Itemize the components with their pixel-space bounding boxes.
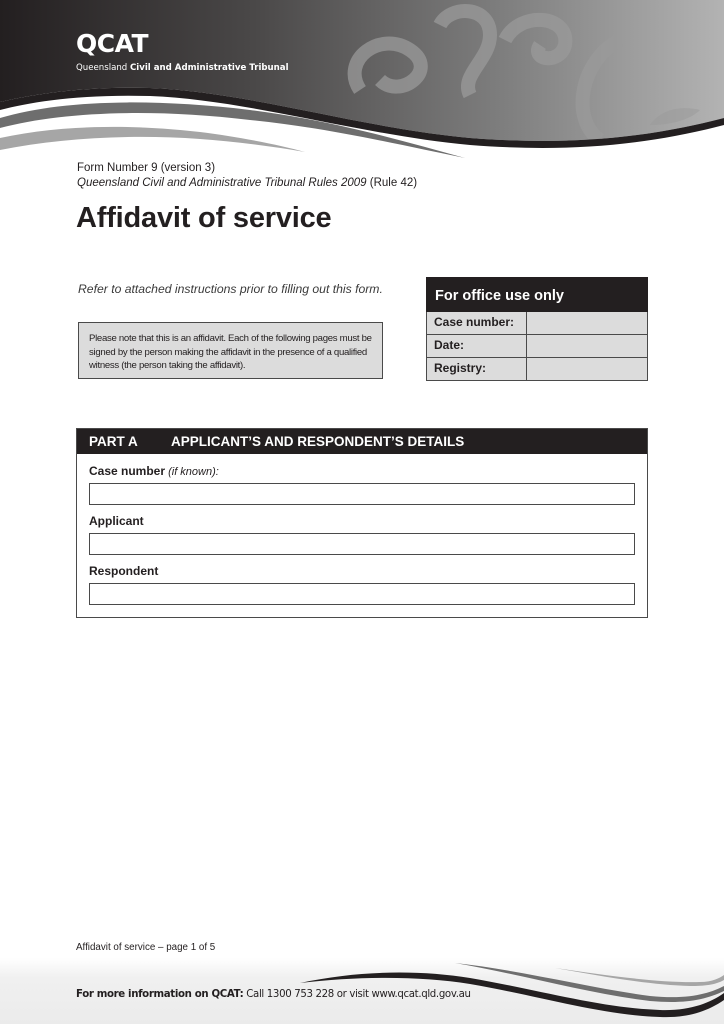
rules-title: Queensland Civil and Administrative Tribunal Rules 2009 bbox=[77, 177, 367, 189]
case-number-input[interactable] bbox=[89, 483, 635, 505]
affidavit-notice-box: Please note that this is an affidavit. Each of the following pages must be signed by the person making the affidavit in the presence of a qualified witness (the person taking the affidavit). bbox=[78, 322, 383, 379]
footer-info-text: Call 1300 753 228 or visit www.qcat.qld.gov.au bbox=[243, 989, 471, 1000]
form-rules-reference bbox=[77, 177, 417, 189]
part-number: PART A bbox=[89, 434, 138, 449]
footer-info-bold: For more information on QCAT: bbox=[76, 989, 244, 1000]
office-row-date bbox=[426, 335, 648, 358]
rules-suffix: (Rule 42) bbox=[366, 177, 418, 189]
office-row-case-number bbox=[426, 312, 648, 335]
part-a-section bbox=[76, 428, 648, 618]
logo-tagline-regular: Queensland bbox=[76, 63, 130, 73]
applicant-label: Applicant bbox=[89, 514, 144, 528]
qcat-logo bbox=[76, 30, 289, 74]
office-case-number-field bbox=[527, 312, 647, 334]
office-registry-field bbox=[527, 358, 647, 380]
office-label: Registry: bbox=[427, 358, 527, 380]
office-use-heading: For office use only bbox=[426, 277, 648, 312]
case-number-label-text: Case number bbox=[89, 464, 166, 478]
respondent-input[interactable] bbox=[89, 583, 635, 605]
logo-wordmark: QCAT bbox=[76, 29, 149, 58]
applicant-input[interactable] bbox=[89, 533, 635, 555]
case-number-label bbox=[89, 464, 219, 478]
form-number: Form Number 9 (version 3) bbox=[77, 162, 216, 174]
banner-graphic bbox=[0, 0, 724, 165]
instructions-note: Refer to attached instructions prior to filling out this form. bbox=[78, 282, 383, 296]
office-date-field bbox=[527, 335, 647, 357]
office-row-registry bbox=[426, 358, 648, 381]
page-title: Affidavit of service bbox=[76, 202, 332, 234]
part-heading: APPLICANT’S AND RESPONDENT’S DETAILS bbox=[171, 434, 465, 449]
header-banner bbox=[0, 0, 724, 165]
logo-tagline-bold: Civil and Administrative Tribunal bbox=[130, 63, 289, 73]
footer-contact-info bbox=[76, 989, 471, 1000]
part-a-header bbox=[77, 429, 647, 454]
footer-banner bbox=[0, 958, 724, 1024]
case-number-hint: (if known): bbox=[165, 466, 219, 478]
office-use-box bbox=[426, 277, 648, 381]
page-number-label: Affidavit of service – page 1 of 5 bbox=[76, 942, 216, 953]
office-label: Case number: bbox=[427, 312, 527, 334]
office-label: Date: bbox=[427, 335, 527, 357]
respondent-label: Respondent bbox=[89, 564, 159, 578]
logo-tagline bbox=[76, 62, 289, 74]
